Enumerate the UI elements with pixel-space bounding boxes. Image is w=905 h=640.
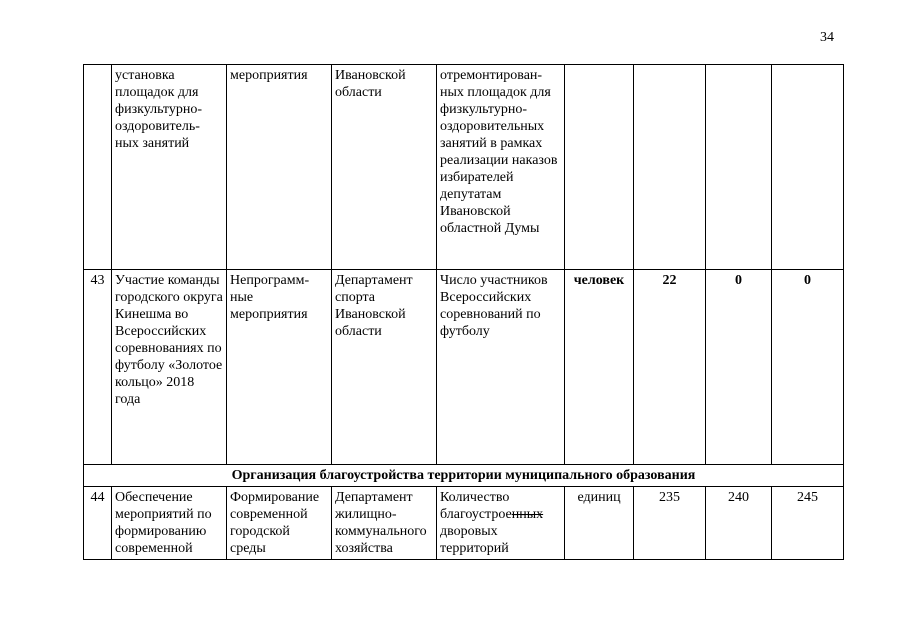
measure-name: Обеспечение мероприятий по формированию современной — [112, 487, 227, 560]
program-name: Формирование современной городской среды — [227, 487, 332, 560]
executor-name: Департамент спорта Ивановской области — [332, 270, 437, 465]
unit-cell: единиц — [565, 487, 634, 560]
measure-name: установка площадок для физкультурно-оздоровитель-ных занятий — [112, 65, 227, 270]
table-row — [84, 487, 844, 560]
section-title: Организация благоустройства территории муниципального образования — [84, 465, 844, 487]
unit-cell: человек — [565, 270, 634, 465]
row-number: 44 — [84, 487, 112, 560]
indicator-text: дворовых территорий — [440, 524, 509, 556]
value-cell: 235 — [634, 487, 706, 560]
unit-cell — [565, 65, 634, 270]
table-row — [84, 65, 844, 270]
executor-name: Ивановской области — [332, 65, 437, 270]
value-cell — [634, 65, 706, 270]
value-cell: 245 — [772, 487, 844, 560]
struck-text: нных — [511, 507, 544, 522]
indicator-name: Число участников Всероссийских соревнований по футболу — [437, 270, 565, 465]
indicator-text: Количество благоустрое — [440, 490, 512, 522]
row-number — [84, 65, 112, 270]
page-number: 34 — [820, 30, 834, 45]
section-row — [84, 465, 844, 487]
value-cell: 0 — [706, 270, 772, 465]
indicator-name: отремонтирован-ных площадок для физкультурно-оздоровительных занятий в рамках реализации наказов избирателей депутатам Ивановской областной Думы — [437, 65, 565, 270]
value-cell: 0 — [772, 270, 844, 465]
value-cell — [706, 65, 772, 270]
row-number: 43 — [84, 270, 112, 465]
program-name: мероприятия — [227, 65, 332, 270]
value-cell — [772, 65, 844, 270]
measures-table — [83, 64, 844, 560]
executor-name: Департамент жилищно-коммунального хозяйства — [332, 487, 437, 560]
measure-name: Участие команды городского округа Кинешма во Всероссийских соревнованиях по футболу «Золотое кольцо» 2018 года — [112, 270, 227, 465]
table-row — [84, 270, 844, 465]
value-cell: 240 — [706, 487, 772, 560]
program-name: Непрограмм-ные мероприятия — [227, 270, 332, 465]
value-cell: 22 — [634, 270, 706, 465]
indicator-name — [437, 487, 565, 560]
